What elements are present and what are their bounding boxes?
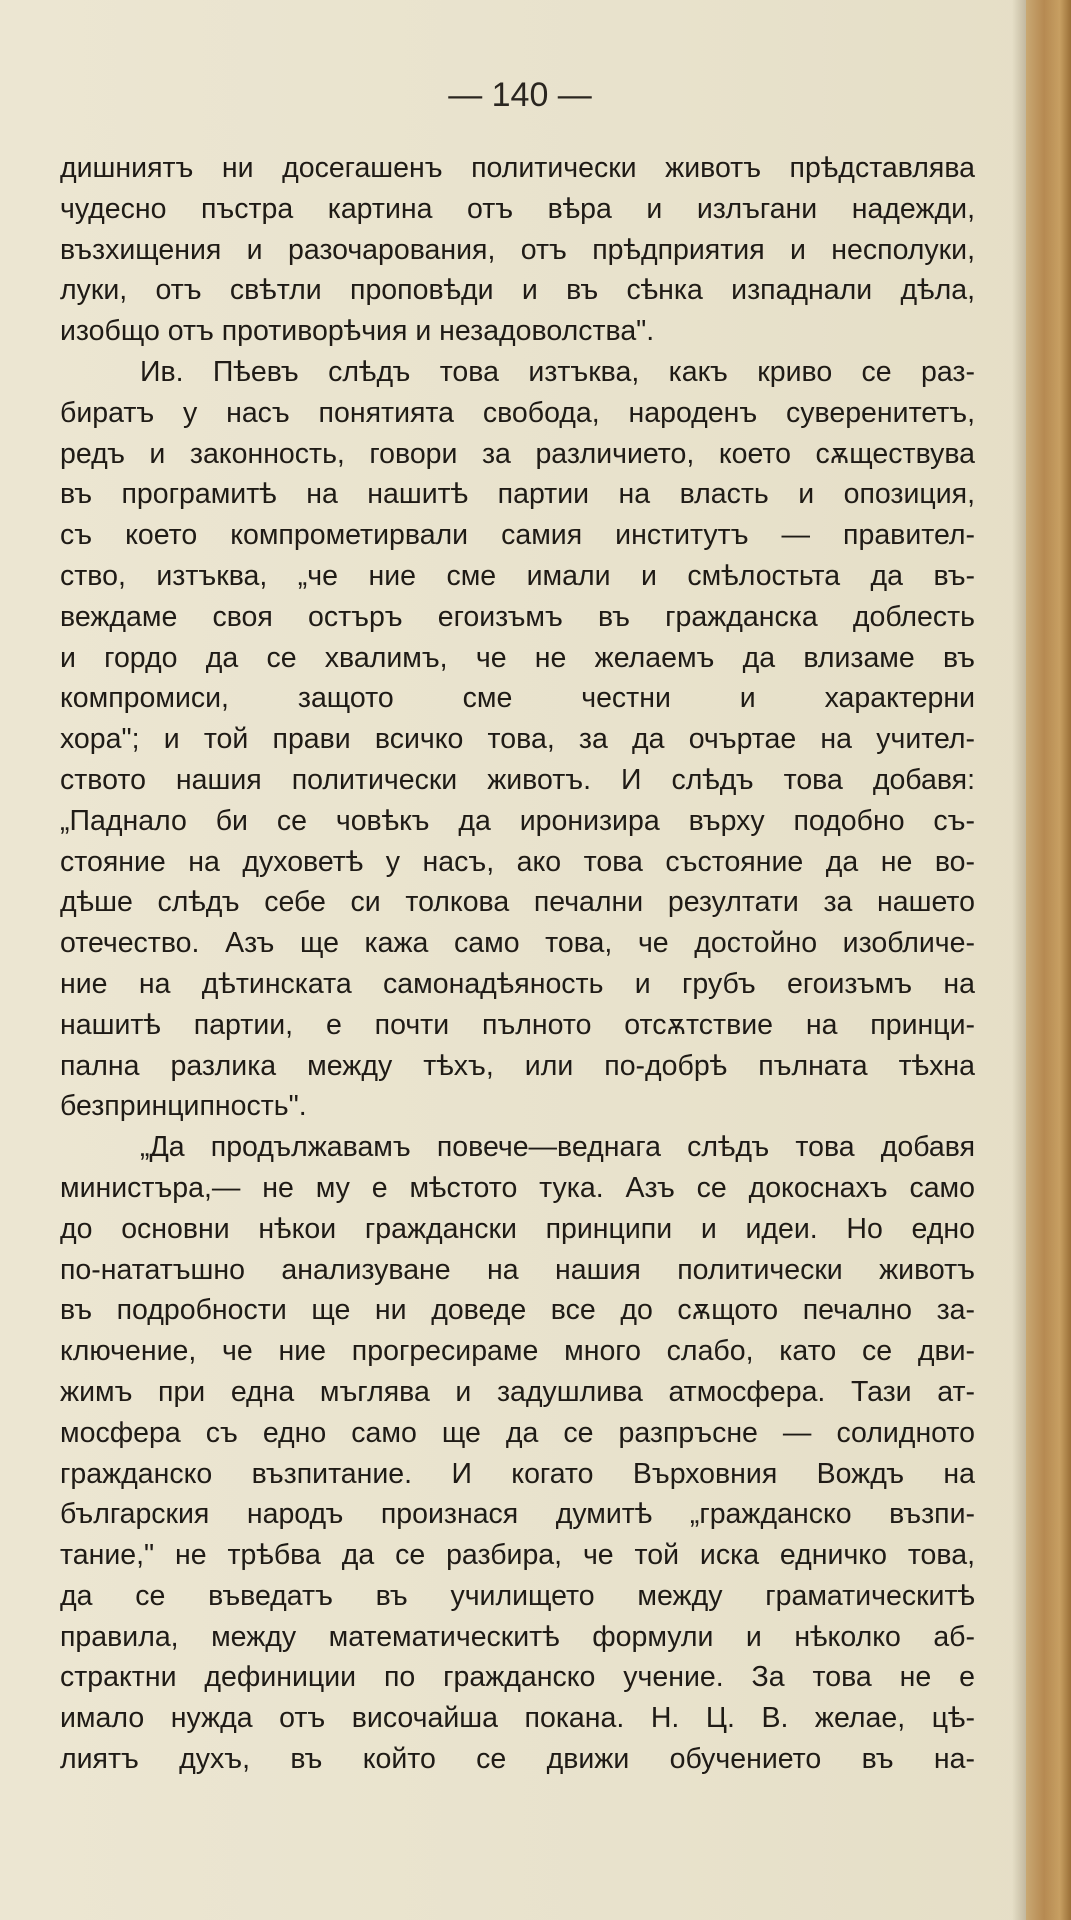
text-line: ство, изтъква, „че ние сме имали и смѣлостьта да въ- bbox=[60, 559, 975, 592]
text-line: „Да продължавамъ повече—веднага слѣдъ това добавя bbox=[140, 1131, 975, 1164]
text-line: до основни нѣкои граждански принципи и идеи. Но едно bbox=[60, 1212, 975, 1245]
text-line: луки, отъ свѣтли проповѣди и въ сѣнка изпаднали дѣла, bbox=[60, 274, 975, 307]
text-line: имало нужда отъ височайша покана. Н. Ц. В. желае, цѣ- bbox=[60, 1702, 975, 1735]
text-line: мосфера съ едно само ще да се разпръсне — солидното bbox=[60, 1416, 975, 1449]
text-line: българския народъ произнася думитѣ „гражданско възпи- bbox=[60, 1498, 975, 1531]
page-number: — 140 — bbox=[448, 76, 592, 114]
text-line: въ подробности ще ни доведе все до сѫщото печално за- bbox=[60, 1294, 975, 1327]
text-line: по-нататъшно анализуване на нашия политически животъ bbox=[60, 1253, 975, 1286]
text-line: и гордо да се хвалимъ, че не желаемъ да влизаме въ bbox=[60, 641, 975, 674]
text-line: нашитѣ партии, е почти пълното отсѫтствие на принци- bbox=[60, 1008, 975, 1041]
text-line: да се въведатъ въ училището между граматическитѣ bbox=[60, 1579, 975, 1612]
text-line: въ програмитѣ на нашитѣ партии на власть и опозиция, bbox=[60, 478, 975, 511]
text-line: биратъ у насъ понятията свобода, народенъ суверенитетъ, bbox=[60, 396, 975, 429]
text-line: министъра,— не му е мѣстото тука. Азъ се докоснахъ само bbox=[60, 1171, 975, 1204]
text-line: изобщо отъ противорѣчия и незадоволства". bbox=[60, 315, 655, 348]
text-line: пална разлика между тѣхъ, или по-добрѣ пълната тѣхна bbox=[60, 1049, 975, 1082]
text-line: редъ и законность, говори за различието, което сѫществува bbox=[60, 437, 975, 470]
text-line: безпринципность". bbox=[60, 1090, 307, 1123]
text-line: ключение, че ние прогресираме много слабо, като се дви- bbox=[60, 1335, 975, 1368]
book-binding-edge bbox=[1026, 0, 1071, 1920]
text-line: лиятъ духъ, въ който се движи обучението въ на- bbox=[60, 1743, 975, 1776]
text-line: отечество. Азъ ще кажа само това, че достойно изобличе- bbox=[60, 927, 975, 960]
text-line: гражданско възпитание. И когато Върховния Вождъ на bbox=[60, 1457, 975, 1490]
text-line: страктни дефиниции по гражданско учение. За това не е bbox=[60, 1661, 975, 1694]
text-line: дишниятъ ни досегашенъ политически животъ прѣдставлява bbox=[60, 152, 975, 184]
text-line: стояние на духоветѣ у насъ, ако това състояние да не во- bbox=[60, 845, 975, 878]
text-line: съ което компрометирвали самия институтъ — правител- bbox=[60, 519, 975, 552]
text-line: „Паднало би се човѣкъ да иронизира върху подобно съ- bbox=[60, 804, 975, 837]
text-line: жимъ при една мъглява и задушлива атмосфера. Тази ат- bbox=[60, 1375, 975, 1408]
text-line: ството нашия политически животъ. И слѣдъ това добавя: bbox=[60, 763, 975, 796]
text-line: дѣше слѣдъ себе си толкова печални резултати за нашето bbox=[60, 886, 975, 919]
text-line: чудесно пъстра картина отъ вѣра и излъгани надежди, bbox=[60, 192, 975, 225]
text-line: ние на дѣтинската самонадѣяность и грубъ егоизъмъ на bbox=[60, 967, 975, 1000]
text-line: възхищения и разочарования, отъ прѣдприятия и несполуки, bbox=[60, 233, 975, 266]
body-text bbox=[60, 148, 975, 1780]
text-line: тание," не трѣбва да се разбира, че той иска едничко това, bbox=[60, 1539, 975, 1572]
text-line: правила, между математическитѣ формули и нѣколко аб- bbox=[60, 1620, 975, 1653]
text-line: веждаме своя остъръ егоизъмъ въ гражданска доблесть bbox=[60, 600, 975, 633]
binding-shadow bbox=[1012, 0, 1026, 1920]
text-line: хора"; и той прави всичко това, за да очъртае на учител- bbox=[60, 723, 975, 756]
text-line: компромиси, защото сме честни и характерни bbox=[60, 682, 975, 715]
text-line: Ив. Пѣевъ слѣдъ това изтъква, какъ криво се раз- bbox=[140, 355, 975, 388]
